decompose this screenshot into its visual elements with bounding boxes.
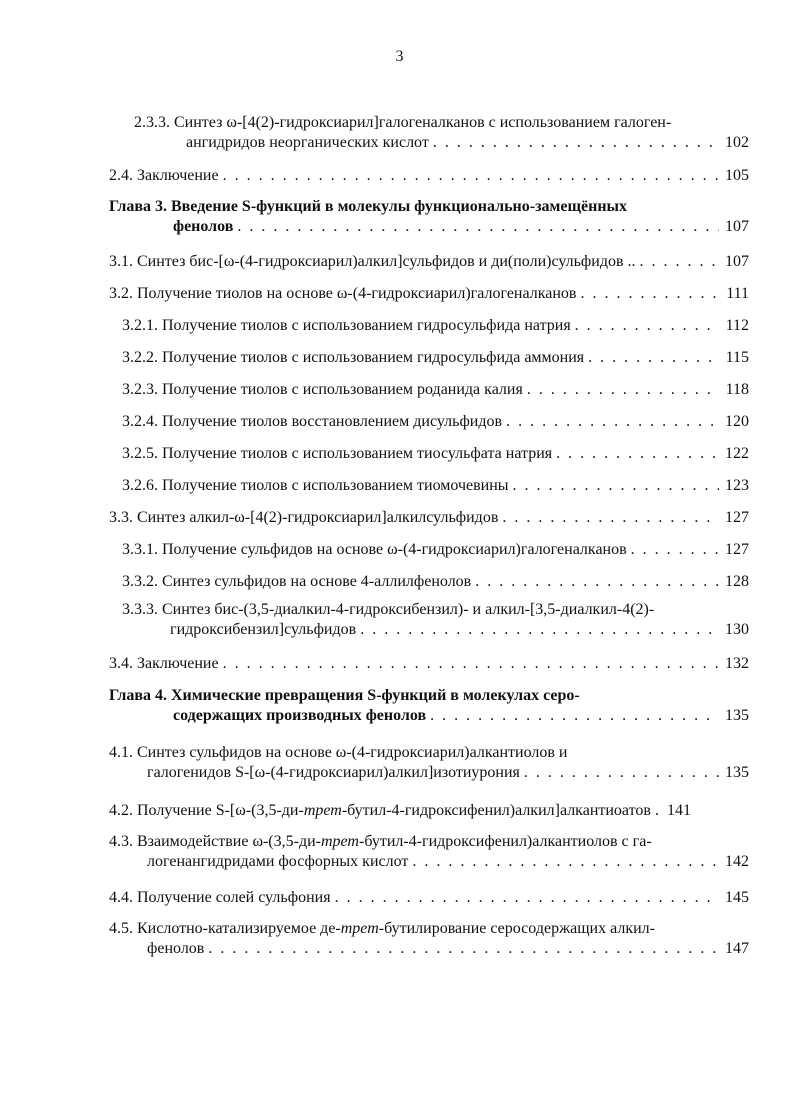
toc-entry-text: 4.4. Получение солей сульфония <box>109 889 331 906</box>
toc-entry-4-5[interactable] <box>109 919 749 959</box>
toc-entry-2-3-3[interactable] <box>134 113 749 153</box>
page-number: 3 <box>395 48 404 65</box>
toc-entry-4-1[interactable] <box>109 743 749 783</box>
toc-page-number: 145 <box>725 889 749 906</box>
toc-entry-3-1[interactable] <box>109 252 749 272</box>
leader-dots <box>430 706 719 726</box>
leader-dots <box>575 316 719 336</box>
toc-entry-text: 4.1. Синтез сульфидов на основе ω-(4-гидроксиарил)алкантиолов и <box>109 744 568 761</box>
toc-entry-3-2[interactable] <box>109 284 749 304</box>
leader-dots <box>412 852 719 872</box>
toc-entry-3-2-6[interactable] <box>122 476 749 496</box>
toc-entry-chapter-4[interactable] <box>109 686 749 726</box>
toc-entry-text: 3.1. Синтез бис-[ω-(4-гидроксиарил)алкил]сульфидов и ди(поли)сульфидов .. <box>109 253 636 270</box>
toc-entry-3-2-3[interactable] <box>122 380 749 400</box>
toc-entry-4-4[interactable] <box>109 888 749 908</box>
leader-dots <box>524 763 719 783</box>
toc-page-number: 118 <box>725 381 749 398</box>
toc-page-number: 105 <box>725 167 749 184</box>
toc-entry-3-2-2[interactable] <box>122 348 749 368</box>
toc-page-number: 135 <box>725 764 749 781</box>
toc-entry-text: 3.2.5. Получение тиолов с использованием тиосульфата натрия <box>122 445 553 462</box>
leader-dots <box>502 508 719 528</box>
toc-entry-2-4[interactable] <box>109 166 749 186</box>
leader-dots <box>513 476 719 496</box>
toc-entry-text: 3.4. Заключение <box>109 655 219 672</box>
toc-entry-text: фенолов <box>147 940 205 957</box>
toc-page-number: 122 <box>725 445 749 462</box>
toc-page-number: 120 <box>725 413 749 430</box>
leader-dots <box>223 654 719 674</box>
toc-entry-text: 3.3. Синтез алкил-ω-[4(2)-гидроксиарил]алкилсульфидов <box>109 509 499 526</box>
leader-dots <box>223 166 719 186</box>
toc-entry-3-3[interactable] <box>109 508 749 528</box>
toc-page-number: 127 <box>725 541 749 558</box>
leader-dots <box>506 412 719 432</box>
leader-dots <box>237 217 719 237</box>
toc-page-number: 107 <box>725 218 749 235</box>
toc-page-number: 115 <box>725 349 749 366</box>
toc-page-number: 128 <box>725 573 749 590</box>
toc-entry-chapter-3[interactable] <box>109 197 749 237</box>
toc-page-number: 123 <box>725 477 749 494</box>
toc-entry-4-3[interactable] <box>109 832 749 872</box>
toc-page-number: 130 <box>725 621 749 638</box>
toc-entry-text: ангидридов неорганических кислот <box>186 134 429 151</box>
leader-dots <box>208 939 719 959</box>
leader-dots <box>640 252 719 272</box>
toc-page-number: 111 <box>726 285 749 302</box>
toc-entry-text: 3.2.3. Получение тиолов с использованием роданида калия <box>122 381 523 398</box>
toc-entry-3-4[interactable] <box>109 654 749 674</box>
toc-entry-text: 2.4. Заключение <box>109 167 219 184</box>
toc-entry-text: 3.2.2. Получение тиолов с использованием гидросульфида аммония <box>122 349 585 366</box>
leader-dots <box>588 348 719 368</box>
toc-entry-3-3-3[interactable] <box>122 600 749 640</box>
toc-page-number: 142 <box>725 853 749 870</box>
toc-entry-text: логенангидридами фосфорных кислот <box>147 853 409 870</box>
toc-entry-3-2-5[interactable] <box>122 444 749 464</box>
toc-entry-text: 4.5. Кислотно-катализируемое де-трет-бутилирование серосодержащих алкил- <box>109 920 655 937</box>
toc-page-number: 107 <box>725 253 749 270</box>
leader-dots <box>335 888 719 908</box>
toc-page-number: 132 <box>725 655 749 672</box>
leader-dots <box>580 284 719 304</box>
toc-entry-text: 3.2.1. Получение тиолов с использованием гидросульфида натрия <box>122 317 571 334</box>
toc-entry-3-2-1[interactable] <box>122 316 749 336</box>
toc-entry-text: гидроксибензил]сульфидов <box>170 621 357 638</box>
toc-entry-text: Глава 3. Введение S-функций в молекулы функционально-замещённых <box>109 198 628 215</box>
toc-entry-text: фенолов <box>173 218 234 235</box>
toc-page-number: 147 <box>725 940 749 957</box>
toc-entry-text: Глава 4. Химические превращения S-функций в молекулах серо- <box>109 687 580 704</box>
leader-dots <box>360 620 719 640</box>
toc-entry-text: 2.3.3. Синтез ω-[4(2)-гидроксиарил]галогеналканов с использованием галоген- <box>134 114 672 131</box>
toc-page-number: 141 <box>666 802 691 819</box>
toc-entry-text: 3.3.2. Синтез сульфидов на основе 4-аллилфенолов <box>122 573 472 590</box>
leader-dots <box>527 380 719 400</box>
leader-dots <box>631 540 719 560</box>
toc-page-number: 112 <box>725 317 749 334</box>
toc-page-number: 102 <box>725 134 749 151</box>
toc-entry-text: 3.2.4. Получение тиолов восстановлением дисульфидов <box>122 413 503 430</box>
toc-entry-3-3-1[interactable] <box>122 540 749 560</box>
toc-entry-text: 3.3.3. Синтез бис-(3,5-диалкил-4-гидроксибензил)- и алкил-[3,5-диалкил-4(2)- <box>122 601 655 618</box>
toc-entry-text: галогенидов S-[ω-(4-гидроксиарил)алкил]изотиурония <box>147 764 520 781</box>
toc-entry-3-2-4[interactable] <box>122 412 749 432</box>
toc-entry-text: содержащих производных фенолов <box>173 707 427 724</box>
toc-entry-4-2[interactable] <box>109 801 749 821</box>
toc-page-number: 127 <box>725 509 749 526</box>
toc-entry-text: 4.2. Получение S-[ω-(3,5-ди-трет-бутил-4-гидроксифенил)алкил]алкантиоатов . <box>109 802 659 819</box>
toc-entry-text: 3.2.6. Получение тиолов с использованием тиомочевины <box>122 477 509 494</box>
toc-page-number: 135 <box>725 707 749 724</box>
toc-entry-text: 4.3. Взаимодействие ω-(3,5-ди-трет-бутил-4-гидроксифенил)алкантиолов с га- <box>109 833 652 850</box>
toc-entry-3-3-2[interactable] <box>122 572 749 592</box>
leader-dots <box>433 133 719 153</box>
leader-dots <box>475 572 719 592</box>
toc-entry-text: 3.2. Получение тиолов на основе ω-(4-гидроксиарил)галогеналканов <box>109 285 577 302</box>
toc-entry-text: 3.3.1. Получение сульфидов на основе ω-(4-гидроксиарил)галогеналканов <box>122 541 627 558</box>
leader-dots <box>556 444 719 464</box>
